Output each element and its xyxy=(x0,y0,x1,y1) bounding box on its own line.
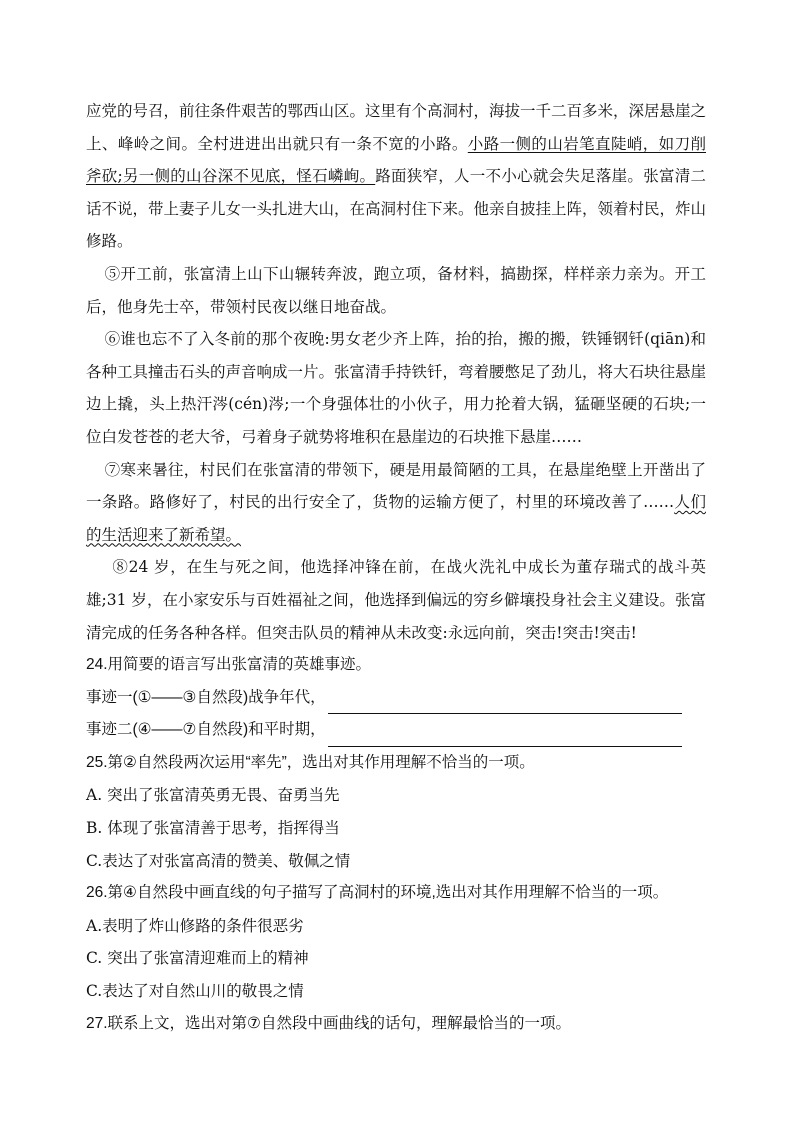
paragraph-7-wavy-sentence: 人们的生活迎来了新希望。 xyxy=(86,493,706,544)
question-25-option-a[interactable]: A. 突出了张富清英勇无畏、奋勇当先 xyxy=(86,786,340,805)
answer-blank-1[interactable] xyxy=(328,691,682,714)
question-24-item-2 xyxy=(86,714,706,747)
paragraph-7 xyxy=(86,454,706,552)
paragraph-8: ⑧24 岁，在生与死之间，他选择冲锋在前，在战火洗礼中成长为董存瑞式的战斗英雄;31 岁，在小家安乐与百姓福祉之间，他选择到偏远的穷乡僻壤投身社会主义建设。张富清完成的任务各种各样。但突击队员的精神从未改变:永远向前，突击!突击!突击! xyxy=(86,558,706,642)
question-27: 27.联系上文，选出对第⑦自然段中画曲线的话句，理解最恰当的一项。 xyxy=(86,1014,571,1032)
paragraph-4-text-b: 路面狭窄，人一不小心就会失足落崖。张富清二话不说，带上妻子儿女一头扎进大山，在高洞村住下来。他亲自披挂上阵，领着村民，炸山修路。 xyxy=(86,167,707,251)
question-24-item-1-label: 事迹一(①——③自然段)战争年代， xyxy=(86,688,326,706)
question-24-item-2-label: 事迹二(④——⑦自然段)和平时期， xyxy=(86,721,326,739)
paragraph-4-underlined-sentence: 小路一侧的山岩笔直陡峭，如刀削斧砍;另一侧的山谷深不见底，怪石嶙峋。 xyxy=(86,134,706,186)
paragraph-7-text: ⑦寒来暑往，村民们在张富清的带领下，硬是用最简陋的工具，在悬崖绝壁上开凿出了一条路。路修好了，村民的出行安全了，货物的运输方便了，村里的环境改善了…… xyxy=(86,460,706,512)
answer-blank-2[interactable] xyxy=(328,724,682,747)
question-26-option-a[interactable]: A.表明了炸山修路的条件很恶劣 xyxy=(86,916,304,935)
paragraph-4-text-a: 应党的号召，前往条件艰苦的鄂西山区。这里有个高洞村，海拔一千二百多米，深居悬崖之上、峰岭之间。全村进进出出就只有一条不宽的小路。 xyxy=(86,102,707,153)
question-26-option-c-1[interactable]: C. 突出了张富清迎难而上的精神 xyxy=(86,949,309,968)
page-content xyxy=(86,95,706,1040)
question-25-option-b[interactable]: B. 体现了张富清善于思考，指挥得当 xyxy=(86,819,340,838)
question-25: 25.第②自然段两次运用“率先”，选出对其作用理解不恰当的一项。 xyxy=(86,753,535,771)
question-26-option-c-2[interactable]: C.表达了对自然山川的敬畏之情 xyxy=(86,982,304,1001)
question-24-item-1 xyxy=(86,682,706,715)
paragraph-6: ⑥谁也忘不了入冬前的那个夜晚:男女老少齐上阵，抬的抬，搬的搬，铁锤钢钎(qiān)和各种工具撞击石头的声音响成一片。张富清手持铁钎，弯着腰憋足了劲儿，将大石块往悬崖边上撬，头上热汗涔(cén)涔;一个身强体壮的小伙子，用力抡着大锅，猛砸坚硬的石块;一位白发苍苍的老大爷，弓着身子就势将堆积在悬崖边的石块推下悬崖…… xyxy=(86,330,707,446)
paragraph-5: ⑤开工前，张富清上山下山辗转奔波，跑立项，备材料，搞勘探，样样亲力亲为。开工后，他身先士卒，带领村民夜以继日地奋战。 xyxy=(86,264,706,316)
paragraph-4 xyxy=(86,95,706,258)
question-26: 26.第④自然段中画直线的句子描写了高洞村的环境,选出对其作用理解不恰当的一项。 xyxy=(86,884,669,902)
question-25-option-c[interactable]: C.表达了对张富高清的赞美、敬佩之情 xyxy=(86,851,351,870)
question-24: 24.用简要的语言写出张富清的英雄事迹。 xyxy=(86,656,372,674)
